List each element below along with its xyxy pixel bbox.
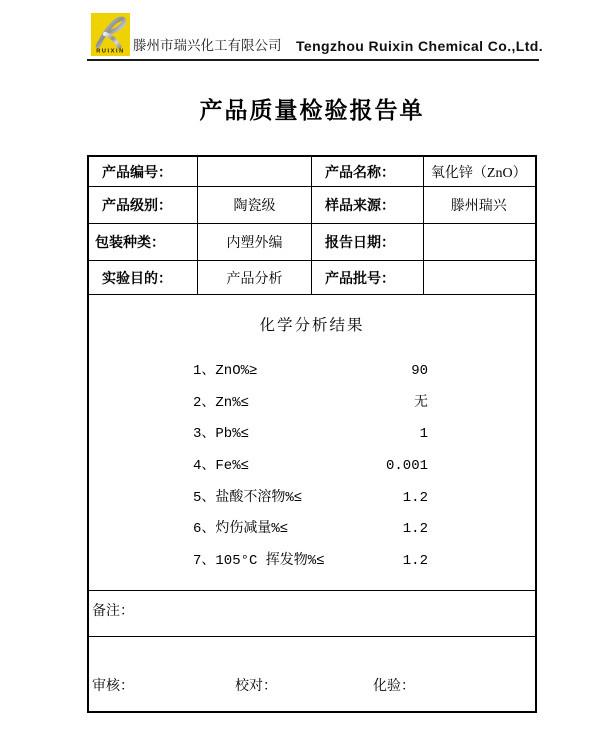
analysis-item-name: 3、Pb%≤: [193, 426, 250, 443]
product-grade-value: 陶瓷级: [233, 199, 276, 214]
cell-test-purpose-value: [198, 261, 312, 294]
page-title: 产品质量检验报告单: [199, 97, 425, 123]
sample-source-label: 样品来源：: [325, 197, 395, 213]
test-purpose-value: 产品分析: [226, 271, 283, 287]
proofread-label: 校对：: [235, 679, 277, 694]
analysis-section: [89, 295, 535, 591]
cell-report-date-label: [312, 224, 424, 260]
product-name-label: 产品名称：: [325, 163, 395, 180]
list-item: [89, 388, 535, 420]
list-item: [89, 514, 535, 546]
analysis-item-name: 5、盐酸不溶物%≤: [193, 489, 303, 506]
analysis-item-value: 1.2: [402, 489, 428, 506]
cell-product-no-label: [89, 157, 198, 186]
cell-batch-no-label: [312, 261, 424, 294]
report-table: [87, 155, 537, 713]
analysis-item-name: 4、Fe%≤: [193, 458, 250, 475]
cell-batch-no-value: [424, 261, 534, 294]
cell-test-purpose-label: [89, 261, 198, 294]
analysis-item-name: 1、ZnO%≥: [193, 363, 258, 379]
cell-report-date-value: [424, 224, 534, 260]
analysis-item-name: 7、105°C 挥发物%≤: [193, 553, 325, 570]
analysis-item-value: 90: [411, 363, 428, 379]
remark-label: 备注：: [92, 604, 134, 619]
analysis-item-value: 无: [414, 394, 428, 411]
remark-row: [89, 591, 535, 637]
table-row: [89, 261, 535, 295]
logo-wordmark: RUIXIN: [96, 48, 125, 55]
ruixin-logo-icon: [91, 13, 130, 56]
table-row: [89, 157, 535, 187]
analysis-item-value: 1.2: [402, 553, 428, 570]
cell-product-grade-value: [198, 187, 312, 223]
report-date-label: 报告日期：: [325, 234, 395, 250]
header-divider: [87, 59, 539, 61]
cell-sample-source-value: [424, 187, 534, 223]
audit-label: 审核：: [92, 679, 134, 694]
test-purpose-label: 实验目的：: [102, 269, 172, 286]
list-item: [89, 356, 535, 388]
sample-source-value: 滕州瑞兴: [450, 199, 507, 214]
analysis-section-title: 化学分析结果: [259, 317, 365, 334]
analysis-item-value: 1.2: [402, 521, 428, 538]
cell-product-grade-label: [89, 187, 198, 223]
list-item: [89, 546, 535, 578]
company-name-cn: 滕州市瑞兴化工有限公司: [133, 38, 282, 53]
cell-product-no-value: [198, 157, 312, 186]
analysis-item-value: 0.001: [385, 458, 428, 475]
product-grade-label: 产品级别：: [102, 197, 172, 213]
batch-no-label: 产品批号：: [325, 269, 395, 286]
table-row: [89, 187, 535, 224]
cell-product-name-value: [424, 157, 534, 186]
package-type-value: 内塑外编: [226, 236, 283, 251]
list-item: [89, 419, 535, 451]
product-name-value: 氧化锌（ZnO）: [430, 165, 527, 181]
assay-label: 化验：: [373, 679, 415, 694]
analysis-item-value: 1: [419, 426, 428, 443]
cell-package-type-value: [198, 224, 312, 260]
signature-row: [89, 637, 535, 711]
list-item: [89, 483, 535, 515]
cell-product-name-label: [312, 157, 424, 186]
analysis-item-name: 2、Zn%≤: [193, 394, 250, 411]
company-logo: [91, 13, 130, 56]
analysis-item-name: 6、灼伤减量%≤: [193, 521, 289, 538]
table-row: [89, 224, 535, 261]
analysis-items: [89, 356, 535, 578]
package-type-label: 包装种类：: [95, 234, 165, 250]
cell-sample-source-label: [312, 187, 424, 223]
product-no-label: 产品编号：: [102, 163, 172, 180]
cell-package-type-label: [89, 224, 198, 260]
company-name-en: Tengzhou Ruixin Chemical Co.,Ltd.: [296, 38, 544, 54]
list-item: [89, 451, 535, 483]
